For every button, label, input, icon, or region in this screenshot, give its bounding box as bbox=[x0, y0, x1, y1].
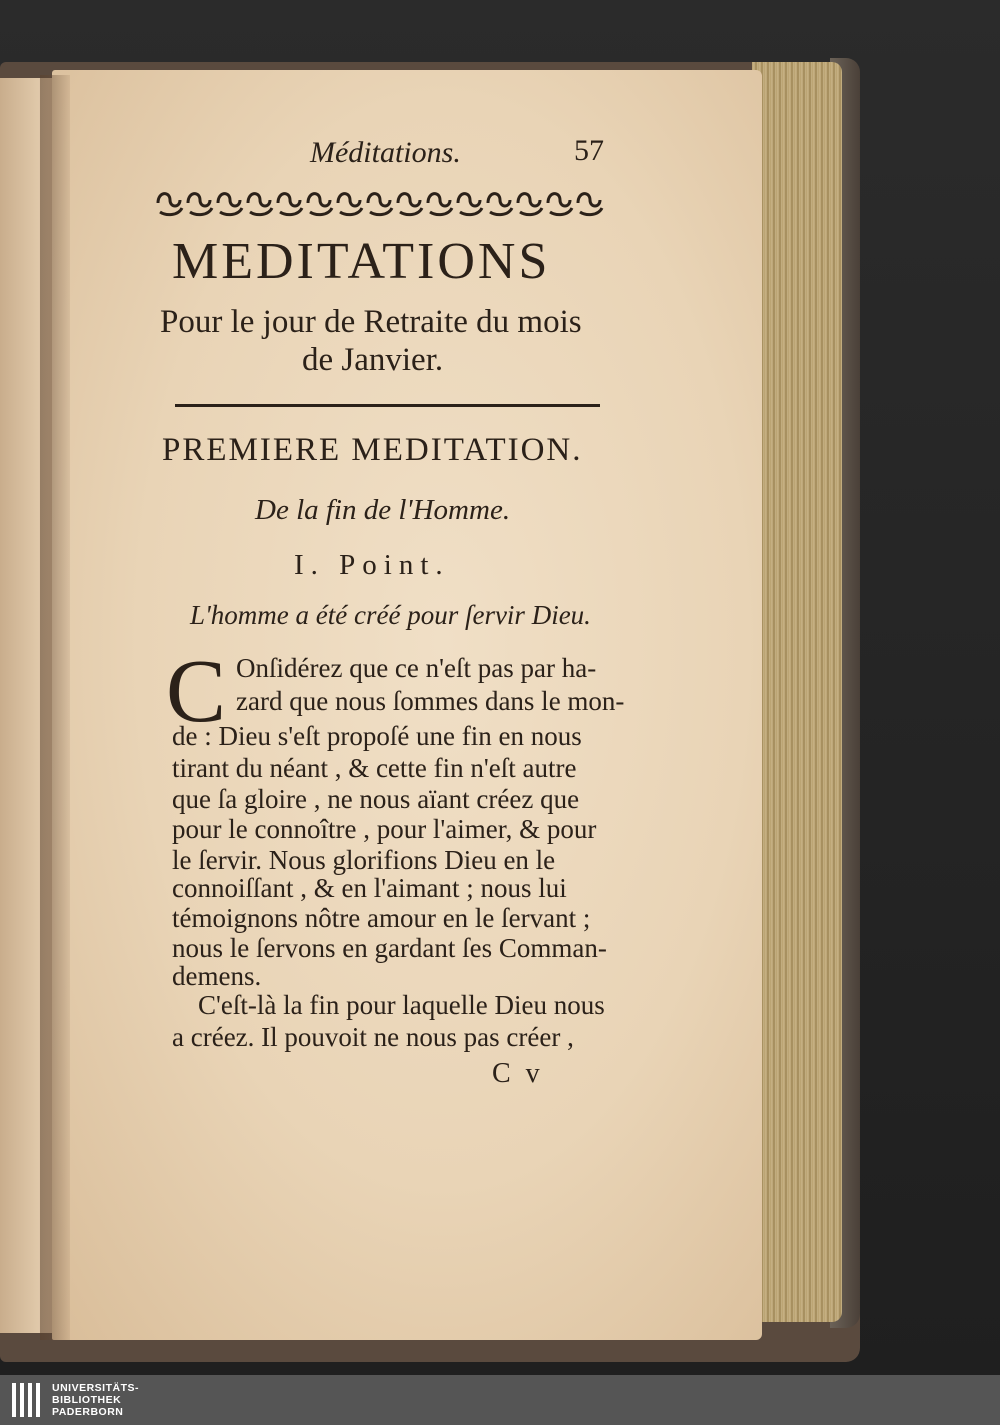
catchword: C v bbox=[492, 1058, 544, 1089]
ornament-scroll bbox=[368, 194, 392, 215]
ornament-border-icon bbox=[155, 186, 605, 220]
point-subtitle: L'homme a été créé pour ſervir Dieu. bbox=[190, 600, 591, 630]
gutter-shadow bbox=[40, 75, 70, 1340]
ornament-scroll bbox=[428, 194, 452, 215]
library-name-line: PADERBORN bbox=[52, 1406, 124, 1418]
library-name-line: UNIVERSITÄTS- bbox=[52, 1382, 140, 1394]
body-line: Onſidérez que ce n'eſt pas par ha- bbox=[236, 653, 597, 683]
running-head: Méditations. bbox=[310, 136, 461, 169]
library-logo-icon bbox=[10, 1381, 44, 1419]
subtitle-line: Pour le jour de Retraite du mois bbox=[160, 304, 582, 340]
ornament-scroll bbox=[248, 194, 272, 215]
ornament-scroll bbox=[488, 194, 512, 215]
body-line: a créez. Il pouvoit ne nous pas créer , bbox=[172, 1022, 574, 1052]
horizontal-rule bbox=[175, 404, 600, 407]
ornament-scroll bbox=[578, 194, 602, 215]
page-edges bbox=[752, 62, 842, 1322]
body-line: C'eſt-là la fin pour laquelle Dieu nous bbox=[198, 990, 605, 1020]
library-footer-bar bbox=[0, 1375, 1000, 1425]
ornament-scroll bbox=[308, 194, 332, 215]
ornament-scroll bbox=[548, 194, 572, 215]
ornament-scroll bbox=[458, 194, 482, 215]
page-title: MEDITATIONS bbox=[172, 233, 551, 290]
body-line: que ſa gloire , ne nous aïant créez que bbox=[172, 784, 580, 814]
section-title: PREMIERE MEDITATION. bbox=[162, 432, 583, 468]
ornament-scroll bbox=[398, 194, 422, 215]
drop-cap: C bbox=[166, 642, 227, 741]
point-heading: I. Point. bbox=[294, 549, 450, 581]
ornament-scroll bbox=[158, 194, 182, 215]
body-line: demens. bbox=[172, 961, 262, 991]
subtitle-line: de Janvier. bbox=[302, 342, 444, 378]
section-subtitle: De la fin de l'Homme. bbox=[255, 494, 511, 526]
ornament-scroll bbox=[338, 194, 362, 215]
body-line: zard que nous ſommes dans le mon- bbox=[236, 686, 625, 716]
body-line: pour le connoître , pour l'aimer, & pour bbox=[172, 814, 597, 844]
body-line: connoiſſant , & en l'aimant ; nous lui bbox=[172, 873, 567, 903]
body-line: nous le ſervons en gardant ſes Comman- bbox=[172, 933, 607, 963]
library-name-line: BIBLIOTHEK bbox=[52, 1394, 122, 1406]
ornament-scroll bbox=[188, 194, 212, 215]
ornament-scroll bbox=[218, 194, 242, 215]
body-line: de : Dieu s'eſt propoſé une fin en nous bbox=[172, 721, 582, 751]
page-number: 57 bbox=[574, 134, 604, 167]
body-line: témoignons nôtre amour en le ſervant ; bbox=[172, 903, 591, 933]
ornament-scroll bbox=[518, 194, 542, 215]
body-line: le ſervir. Nous glorifions Dieu en le bbox=[172, 845, 556, 875]
ornament-scroll bbox=[278, 194, 302, 215]
body-line: tirant du néant , & cette fin n'eſt autre bbox=[172, 753, 577, 783]
